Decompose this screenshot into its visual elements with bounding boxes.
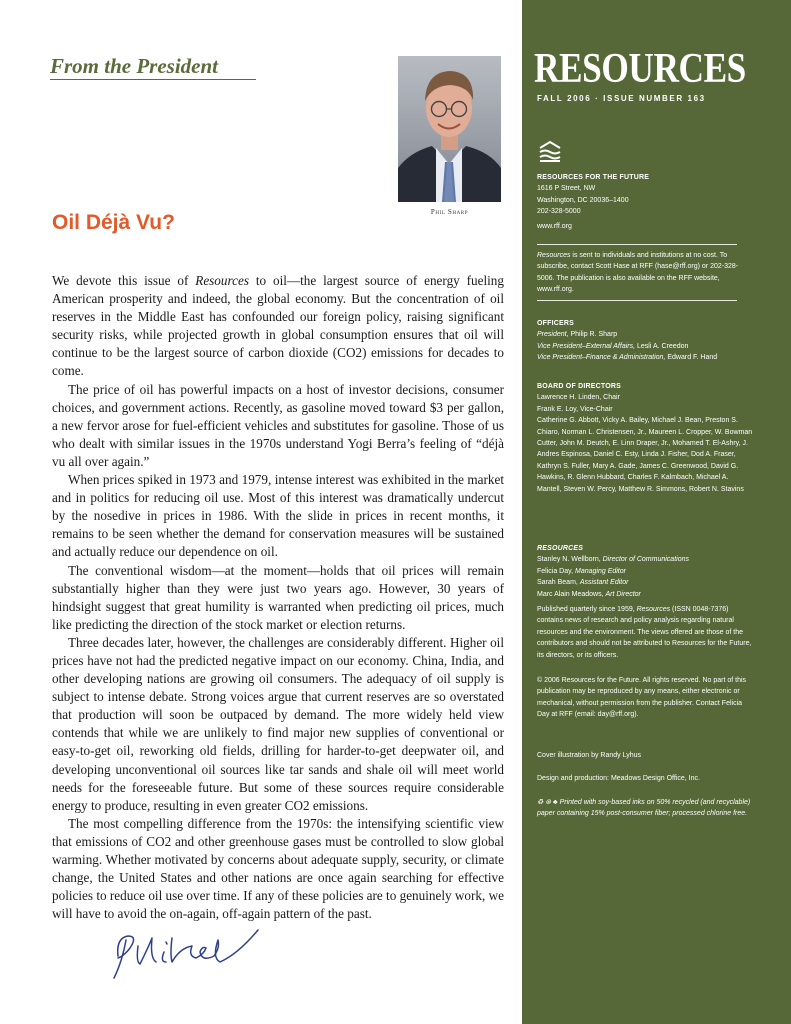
article-body: [52, 272, 504, 923]
design-credit: Design and production: Meadows Design Office, Inc.: [537, 775, 700, 782]
resources-staff-section: [537, 543, 753, 600]
board-heading: BOARD OF DIRECTORS: [537, 383, 621, 390]
staff-row: Felicia Day, Managing Editor: [537, 567, 626, 575]
signature: [108, 918, 268, 988]
president-photo: [398, 56, 501, 202]
officer-row: President, Philip R. Sharp: [537, 331, 618, 339]
section-title: From the President: [50, 54, 219, 78]
org-contact: [537, 172, 753, 232]
org-name: RESOURCES FOR THE FUTURE: [537, 174, 650, 181]
address-line-1: 1616 P Street, NW: [537, 185, 596, 193]
phone: 202-328-5000: [537, 208, 581, 216]
issue-line: FALL 2006 · ISSUE NUMBER 163: [537, 94, 706, 103]
sidebar-masthead: [522, 0, 791, 1024]
address-line-2: Washington, DC 20036–1400: [537, 196, 629, 204]
magazine-logo: RESOURCES: [534, 46, 746, 92]
board-list: Lawrence H. Linden, Chair Frank E. Loy, Vice-Chair Catherine G. Abbott, Vicky A. Bailey, Michael J. Bean, Preston S. Chiaro, Norman L. Christensen, Jr., Maureen L. Cropper, W. Bowman Cutter, John M. Deutch, E. Linn Draper, Jr., Mohamed T. El-Ashry, J. Andres Espinosa, Daniel C. Esty, Linda J. Fisher, Dod A. Fraser, Kathryn S. Fuller, Mary A. Gade, James C. Greenwood, David G. Hawkins, R. Glenn Hubbard, Charles F. Kalmbach, Michael A. Mantell, Steven W. Percy, Matthew R. Simmons, Robert N. Stavins: [537, 394, 753, 493]
photo-caption: Phil Sharp: [430, 208, 469, 216]
paragraph-2: The price of oil has powerful impacts on a host of investor decisions, consumer choices, and government actions. Recently, as gasoline moved toward $3 per gallon, a new fervor arose for fuel-efficient vehicles and substitutes for gasoline. Those of us who dealt with similar issues in the 1970s understand Yogi Berra’s feeling of “déjà vu all over again.”: [52, 381, 504, 469]
board-section: [537, 381, 753, 495]
paragraph-5: Three decades later, however, the challenges are considerably different. Higher oil prices have not had the predicted negative impact on our economy. China, India, and other developing nations are growing oil consumers. The adequacy of oil supply is subject to intense debate. Strong voices argue that current reserves are so overstated that production will soon be outpaced by demand. The more widely held view contends that while we are unlikely to find major new supplies of conventional or easy-to-get oil, reworking old fields, drilling for harder-to-get deepwater oil, and developing unconventional oil sources like tar sands and shale oil will meet world needs for the foreseeable future. But some of these sources require considerable energy to produce, resulting in even greater CO2 emissions.: [52, 634, 504, 813]
paragraph-4: The conventional wisdom—at the moment—holds that oil prices will remain substantially higher than they were just two years ago. However, 30 years of hindsight suggest that great humility is warranted when predicting oil prices, much like predicting the direction of the stock market or election returns.: [52, 562, 504, 632]
divider: [537, 300, 737, 301]
officer-row: Vice President–Finance & Administration, Edward F. Hand: [537, 354, 718, 362]
website-link[interactable]: www.rff.org: [537, 222, 572, 230]
paragraph-1: We devote this issue of Resources to oil—the largest source of energy fueling American prosperity and indeed, the global economy. But the concentration of oil reserves in the Middle East has confounded our foreign policy, raising significant security risks, while projected growth in global consumption ensures that oil will continue to be the largest source of carbon dioxide (CO2) emissions for decades to come.: [52, 273, 504, 379]
title-rule: [50, 79, 256, 80]
magazine-name: Resources: [195, 273, 249, 288]
rff-logo-icon: [537, 139, 563, 163]
printing-note: ♻ ⊛ ♣ Printed with soy-based inks on 50% recycled (and recyclable) paper containing 15% post-consumer fiber; processed chlorine free.: [537, 799, 751, 818]
officer-row: Vice President–External Affairs, Lesli A. Creedon: [537, 342, 689, 350]
staff-row: Sarah Beam, Assistant Editor: [537, 579, 629, 587]
staff-row: Stanley N. Wellborn, Director of Communications: [537, 556, 689, 564]
distribution-note: Resources is sent to individuals and institutions at no cost. To subscribe, contact Scott Hase at RFF (hase@rff.org) or 202-328-5006. The publication is also available on the RFF website, www.rff.org.: [537, 252, 739, 294]
headline: Oil Déjà Vu?: [52, 211, 175, 234]
cover-credit: Cover illustration by Randy Lyhus: [537, 752, 642, 759]
divider: [537, 244, 737, 245]
staff-row: Marc Alain Meadows, Art Director: [537, 590, 641, 598]
publication-note: Published quarterly since 1959, Resources (ISSN 0048-7376) contains news of research and policy analysis regarding natural resources and the environment. The views offered are those of the contributors and should not be attributed to Resources for the Future, its directors, or its officers.: [537, 606, 752, 659]
portrait-illustration: [398, 56, 501, 202]
officers-section: [537, 318, 753, 364]
paragraph-6: The most compelling difference from the 1970s: the intensifying scientific view that emissions of CO2 and other greenhouse gases must be controlled to slow global warming. Whether motivated by concerns about adequate supply, security, or climate change, the United States and other nations are once again searching for effective policies to reduce oil use over time. If any of these policies are to genuinely work, we will have to avoid the on-again, off-again pattern of the past.: [52, 815, 504, 922]
paragraph-3: When prices spiked in 1973 and 1979, intense interest was exhibited in the market and in politics for reducing oil use. Most of this interest was dramatically undercut by the nosedive in prices in 1986. With the slide in prices in recent months, it remains to be seen whether the demand for conservation measures will be sustained and actually reduce our dependence on oil.: [52, 472, 504, 560]
resources-heading: RESOURCES: [537, 545, 584, 552]
recycle-icons: ♻ ⊛ ♣: [537, 799, 558, 806]
officers-heading: OFFICERS: [537, 320, 574, 327]
copyright-note: © 2006 Resources for the Future. All rights reserved. No part of this publication may be reproduced by any means, either electronic or mechanical, without permission from the publisher. Contact Felicia Day at RFF (email: day@rff.org).: [537, 677, 747, 719]
